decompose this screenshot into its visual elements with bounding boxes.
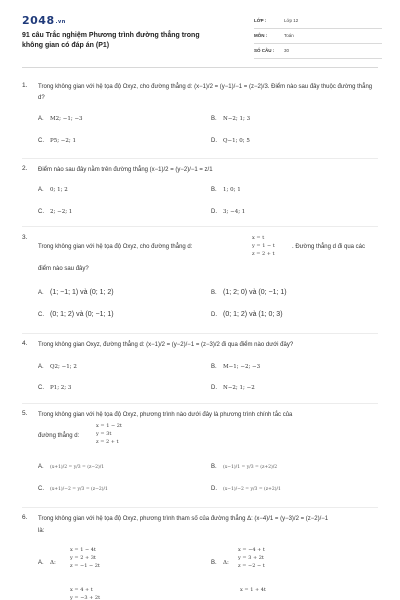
option-value: (x−1)/1 = y/3 = (z+2)/2	[223, 465, 278, 470]
option-c-system[interactable]	[70, 586, 140, 600]
option-d[interactable]	[211, 209, 245, 215]
question-3	[22, 234, 382, 334]
option-a[interactable]	[38, 116, 83, 122]
header-divider	[22, 67, 378, 68]
question-divider	[22, 403, 378, 404]
option-value: 1; 0; 1	[223, 187, 241, 193]
option-d-system[interactable]	[240, 586, 310, 594]
system-line: x = 1 − 4t	[70, 547, 96, 553]
system-line: z = −1 − 2t	[70, 563, 100, 569]
question-divider	[22, 226, 378, 227]
system-line: y = 3t	[96, 431, 112, 437]
option-label: B.	[211, 187, 217, 193]
option-d[interactable]	[211, 138, 250, 144]
question-number: 1.	[22, 82, 28, 89]
system-line: x = 1 − 2t	[96, 423, 122, 429]
option-b[interactable]	[211, 116, 250, 122]
system-line: x = t	[252, 235, 265, 241]
option-c[interactable]	[38, 138, 76, 144]
question-number: 6.	[22, 514, 28, 521]
question-4	[22, 340, 382, 402]
page-header	[0, 0, 400, 64]
system-line: x = −4 + t	[238, 547, 265, 553]
option-a[interactable]	[38, 289, 114, 296]
option-a[interactable]	[38, 187, 68, 193]
question-number: 3.	[22, 234, 28, 241]
system-line: x = 1 + 4t	[240, 587, 266, 593]
option-label: D.	[211, 486, 217, 492]
option-value: 3; −4; 1	[223, 209, 246, 215]
option-value: (x−1)/−2 = y/3 = (z+2)/1	[223, 487, 281, 492]
option-label: C.	[38, 209, 44, 215]
option-a-system	[70, 546, 140, 570]
option-c[interactable]	[38, 486, 108, 492]
option-a[interactable]	[38, 364, 77, 370]
option-value: (0; 1; 2) và (0; −1; 1)	[50, 311, 114, 318]
option-b[interactable]	[211, 289, 287, 296]
option-label: A.	[38, 290, 44, 296]
site-logo[interactable]	[22, 14, 66, 27]
parametric-system	[96, 422, 156, 446]
document-title: 91 câu Trắc nghiệm Phương trình đường thẳng trong không gian có đáp án (P1)	[22, 32, 200, 49]
option-b[interactable]	[211, 464, 277, 470]
option-value: Q2; −1; 2	[50, 364, 77, 370]
question-text-line2: đường thẳng d:	[38, 433, 80, 439]
option-value: M−1; −2; −3	[223, 364, 261, 370]
question-text: Điểm nào sau đây nằm trên đường thẳng (x−1)/2 = (y−2)/−1 = z/1	[38, 167, 213, 173]
meta-key: MÔN :	[254, 33, 268, 38]
option-value: 0; 1; 2	[50, 187, 68, 193]
question-number: 5.	[22, 410, 28, 417]
meta-value: 30	[284, 48, 290, 53]
question-text-line2: là:	[38, 528, 45, 534]
system-line: x = 4 + t	[70, 587, 93, 593]
option-prefix: Δ:	[223, 560, 229, 566]
option-label: A.	[38, 560, 44, 566]
option-label: A.	[38, 364, 44, 370]
meta-value: Toán	[284, 33, 294, 38]
option-value: P5; −2; 1	[50, 138, 77, 144]
option-value: 2; −2; 1	[50, 209, 73, 215]
meta-row-subject	[254, 29, 382, 44]
option-a[interactable]	[38, 464, 104, 470]
option-c[interactable]	[38, 209, 72, 215]
system-line: z = 2 + t	[96, 439, 119, 445]
question-text: Trong không gian với hệ tọa độ Oxyz, cho đường thẳng d: (x−1)/2 = (y−1)/−1 = (z−2)/3. Điểm nào sau đây thuộc đường thẳng d?	[38, 84, 373, 101]
option-value: (x+1)/2 = y/3 = (z−2)/1	[50, 465, 105, 470]
option-value: (1; −1; 1) và (0; 1; 2)	[50, 289, 114, 296]
system-line: y = −3 + 2t	[70, 595, 101, 600]
option-prefix: Δ:	[50, 560, 56, 566]
question-5	[22, 410, 382, 505]
option-d[interactable]	[211, 486, 281, 492]
option-label: A.	[38, 116, 44, 122]
meta-key: SỐ CÂU :	[254, 48, 275, 53]
option-c[interactable]	[38, 311, 114, 318]
question-text: Trong không gian với hệ tọa độ Oxyz, phương trình tham số của đường thẳng Δ: (x−4)/1 = (y−3)/2 = (z−2)/−1	[38, 516, 329, 522]
option-value: N−2; 1; 3	[223, 116, 251, 122]
option-value: P1; 2; 3	[50, 385, 72, 391]
meta-value: Lớp 12	[284, 18, 299, 23]
question-text-tail: . Đường thẳng d đi qua các	[292, 244, 365, 250]
question-text: Trong không gian Oxyz, đường thẳng d: (x−1)/2 = (y−2)/−1 = (z−3)/2 đi qua điểm nào dưới đây?	[38, 342, 294, 348]
question-divider	[22, 507, 378, 508]
option-label: A.	[38, 187, 44, 193]
option-value: (1; 2; 0) và (0; −1; 1)	[223, 289, 287, 296]
option-b[interactable]	[211, 364, 260, 370]
meta-table	[254, 14, 382, 59]
option-label: A.	[38, 464, 44, 470]
question-text: Trong không gian với hệ tọa độ Oxyz, phương trình nào dưới đây là phương trình chính tắc của	[38, 412, 293, 418]
option-label: C.	[38, 138, 44, 144]
option-label: C.	[38, 385, 44, 391]
option-value: N−2; 1; −2	[223, 385, 255, 391]
question-number: 4.	[22, 340, 28, 347]
meta-row-class	[254, 14, 382, 29]
option-b[interactable]	[211, 560, 229, 566]
option-value: (x+1)/−2 = y/3 = (z−2)/1	[50, 487, 108, 492]
question-divider	[22, 333, 378, 334]
system-line: z = −2 − t	[238, 563, 265, 569]
option-d[interactable]	[211, 311, 283, 318]
option-value: M2; −1; −3	[50, 116, 83, 122]
option-d[interactable]	[211, 385, 255, 391]
question-text: Trong không gian với hệ tọa độ Oxyz, cho đường thẳng d:	[38, 244, 193, 250]
system-line: y = 2 + 3t	[70, 555, 96, 561]
option-label: D.	[211, 209, 217, 215]
option-b-system	[238, 546, 308, 570]
system-line: z = 2 + t	[252, 251, 275, 257]
option-value: Q−1; 0; 5	[223, 138, 250, 144]
logo-text: 2048	[22, 14, 55, 27]
option-label: C.	[38, 312, 44, 318]
option-value: (0; 1; 2) và (1; 0; 3)	[223, 311, 283, 318]
meta-row-count	[254, 44, 382, 59]
question-number: 2.	[22, 165, 28, 172]
option-label: B.	[211, 364, 217, 370]
option-a[interactable]	[38, 560, 56, 566]
question-divider	[22, 158, 378, 159]
system-line: y = 3 + 2t	[238, 555, 264, 561]
option-label: B.	[211, 560, 217, 566]
logo-suffix: .vn	[55, 19, 66, 25]
question-text-line2: điểm nào sau đây?	[38, 266, 89, 272]
option-b[interactable]	[211, 187, 241, 193]
option-label: D.	[211, 312, 217, 318]
question-6	[22, 514, 382, 600]
option-label: B.	[211, 464, 217, 470]
option-label: B.	[211, 290, 217, 296]
option-c[interactable]	[38, 385, 71, 391]
meta-key: LỚP :	[254, 18, 267, 23]
option-label: C.	[38, 486, 44, 492]
option-label: D.	[211, 385, 217, 391]
option-label: D.	[211, 138, 217, 144]
question-1	[22, 82, 382, 162]
system-line: y = 1 − t	[252, 243, 275, 249]
option-label: B.	[211, 116, 217, 122]
question-2	[22, 165, 382, 225]
